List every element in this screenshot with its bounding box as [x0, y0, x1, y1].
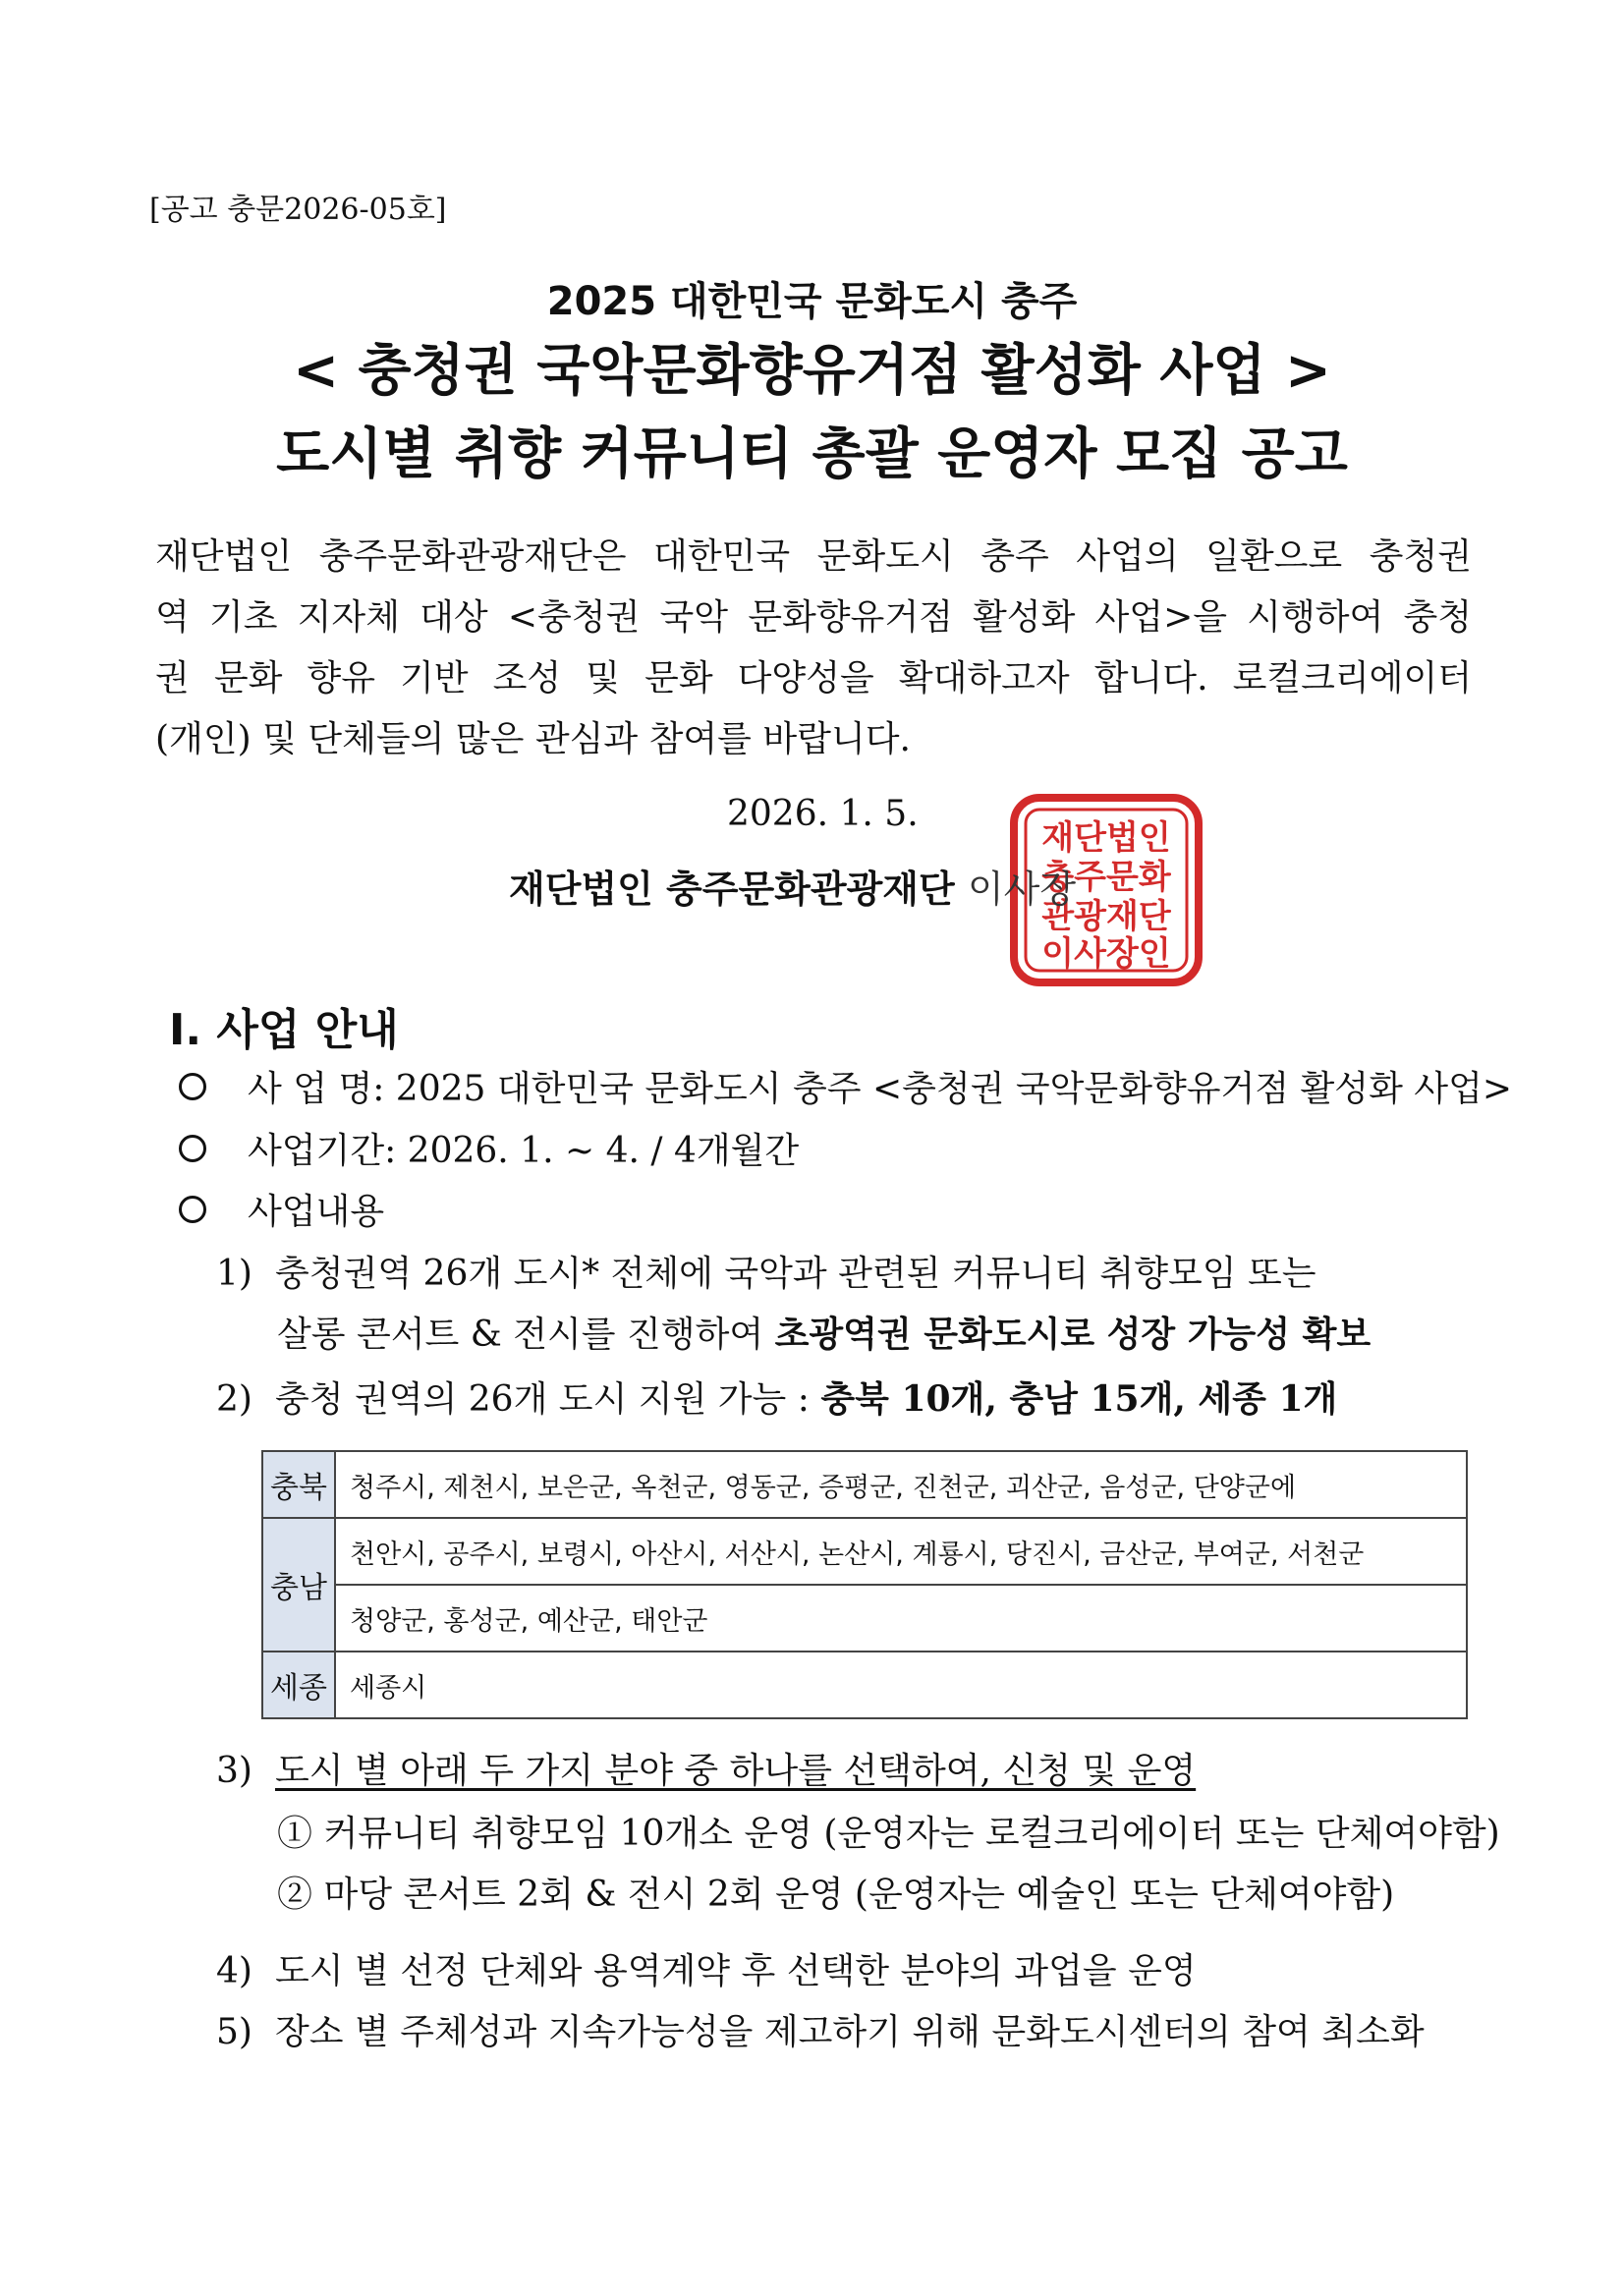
notice-date: 2026. 1. 5. [727, 794, 919, 834]
intro-line: (개인) 및 단체들의 많은 관심과 참여를 바랍니다. [155, 719, 911, 759]
bullet-project-name [179, 1061, 1512, 1111]
region-label-sejong: 세종 [262, 1652, 335, 1718]
item-text: 장소 별 주체성과 지속가능성을 제고하기 위해 문화도시센터의 참여 최소화 [275, 2012, 1425, 2052]
table-row [262, 1518, 1467, 1585]
table-row [262, 1451, 1467, 1518]
section-heading: Ⅰ. 사업 안내 [169, 1005, 399, 1055]
seal-text-line: 충주문화 [1041, 858, 1171, 897]
item-text: 도시 별 아래 두 가지 분야 중 하나를 선택하여, 신청 및 운영 [275, 1751, 1197, 1791]
table-row [262, 1585, 1467, 1652]
item-text: 도시 별 선정 단체와 용역계약 후 선택한 분야의 과업을 운영 [275, 1951, 1197, 1991]
organization-name: 재단법인 충주문화관광재단 [509, 867, 955, 911]
seal-text-line: 관광재단 [1041, 897, 1171, 936]
item-number: 5) [216, 2012, 252, 2052]
seal-text-line: 재단법인 [1041, 818, 1171, 858]
intro-line: 역 기초 지자체 대상 <충청권 국악 문화향유거점 활성화 사업>을 시행하여 충청 [155, 597, 1472, 638]
content-item-5 [216, 2004, 1425, 2054]
organization-signature [509, 859, 1076, 913]
intro-paragraph [155, 527, 1472, 770]
bullet-project-content [179, 1184, 384, 1234]
seal-text-line: 이사장인 [1041, 934, 1171, 974]
bullet-text: 사 업 명: 2025 대한민국 문화도시 충주 <충청권 국악문화향유거점 활성화 사업> [248, 1069, 1513, 1109]
notice-number: [공고 충문2026-05호] [149, 193, 447, 227]
intro-line: 재단법인 충주문화관광재단은 대한민국 문화도시 충주 사업의 일환으로 충청권 [155, 536, 1472, 577]
region-cities: 세종시 [335, 1652, 1467, 1718]
city-table [261, 1450, 1468, 1719]
circle-bullet-icon [179, 1135, 206, 1162]
bullet-text: 사업내용 [248, 1192, 385, 1232]
item-text: 충청권역 26개 도시* 전체에 국악과 관련된 커뮤니티 취향모임 또는 [275, 1254, 1316, 1294]
intro-line: 권 문화 향유 기반 조성 및 문화 다양성을 확대하고자 합니다. 로컬크리에이터 [155, 658, 1472, 699]
region-cities: 천안시, 공주시, 보령시, 아산시, 서산시, 논산시, 계룡시, 당진시, 금산군, 부여군, 서천군 [335, 1518, 1467, 1585]
title-line-2: < 충청권 국악문화향유거점 활성화 사업 > [293, 339, 1331, 403]
item-number: 2) [216, 1379, 252, 1420]
table-row [262, 1652, 1467, 1718]
item-highlight: 초광역권 문화도시로 성장 가능성 확보 [774, 1314, 1372, 1355]
region-cities: 청양군, 홍성군, 예산군, 태안군 [335, 1585, 1467, 1652]
option-1: ① 커뮤니티 취향모임 10개소 운영 (운영자는 로컬크리에이터 또는 단체여야함) [277, 1814, 1500, 1854]
president-title: 이사장 [967, 868, 1077, 911]
circle-bullet-icon [179, 1196, 206, 1223]
content-item-3 [216, 1743, 1196, 1793]
bullet-project-period [179, 1123, 799, 1173]
region-cities: 청주시, 제천시, 보은군, 옥천군, 영동군, 증평군, 진천군, 괴산군, 음성군, 단양군에 [335, 1451, 1467, 1518]
item-number: 4) [216, 1951, 252, 1991]
item-text: 충청 권역의 26개 도시 지원 가능 : [275, 1379, 821, 1420]
title-line-3: 도시별 취향 커뮤니티 총괄 운영자 모집 공고 [276, 422, 1348, 486]
content-item-4 [216, 1943, 1197, 1993]
content-item-2 [216, 1372, 1337, 1422]
content-item-1 [216, 1246, 1316, 1296]
circle-bullet-icon [179, 1073, 206, 1100]
option-2: ② 마당 콘서트 2회 & 전시 2회 운영 (운영자는 예술인 또는 단체여야함) [277, 1875, 1395, 1915]
region-label-chungnam: 충남 [262, 1518, 335, 1652]
region-label-chungbuk: 충북 [262, 1451, 335, 1518]
item-text: 살롱 콘서트 & 전시를 진행하여 [277, 1315, 775, 1355]
item-highlight: 충북 10개, 충남 15개, 세종 1개 [820, 1378, 1338, 1420]
content-item-1-continued [277, 1307, 1371, 1357]
title-line-1: 2025 대한민국 문화도시 충주 [546, 279, 1078, 324]
bullet-text: 사업기간: 2026. 1. ~ 4. / 4개월간 [248, 1131, 800, 1171]
item-number: 1) [216, 1254, 252, 1294]
item-number: 3) [216, 1751, 252, 1791]
